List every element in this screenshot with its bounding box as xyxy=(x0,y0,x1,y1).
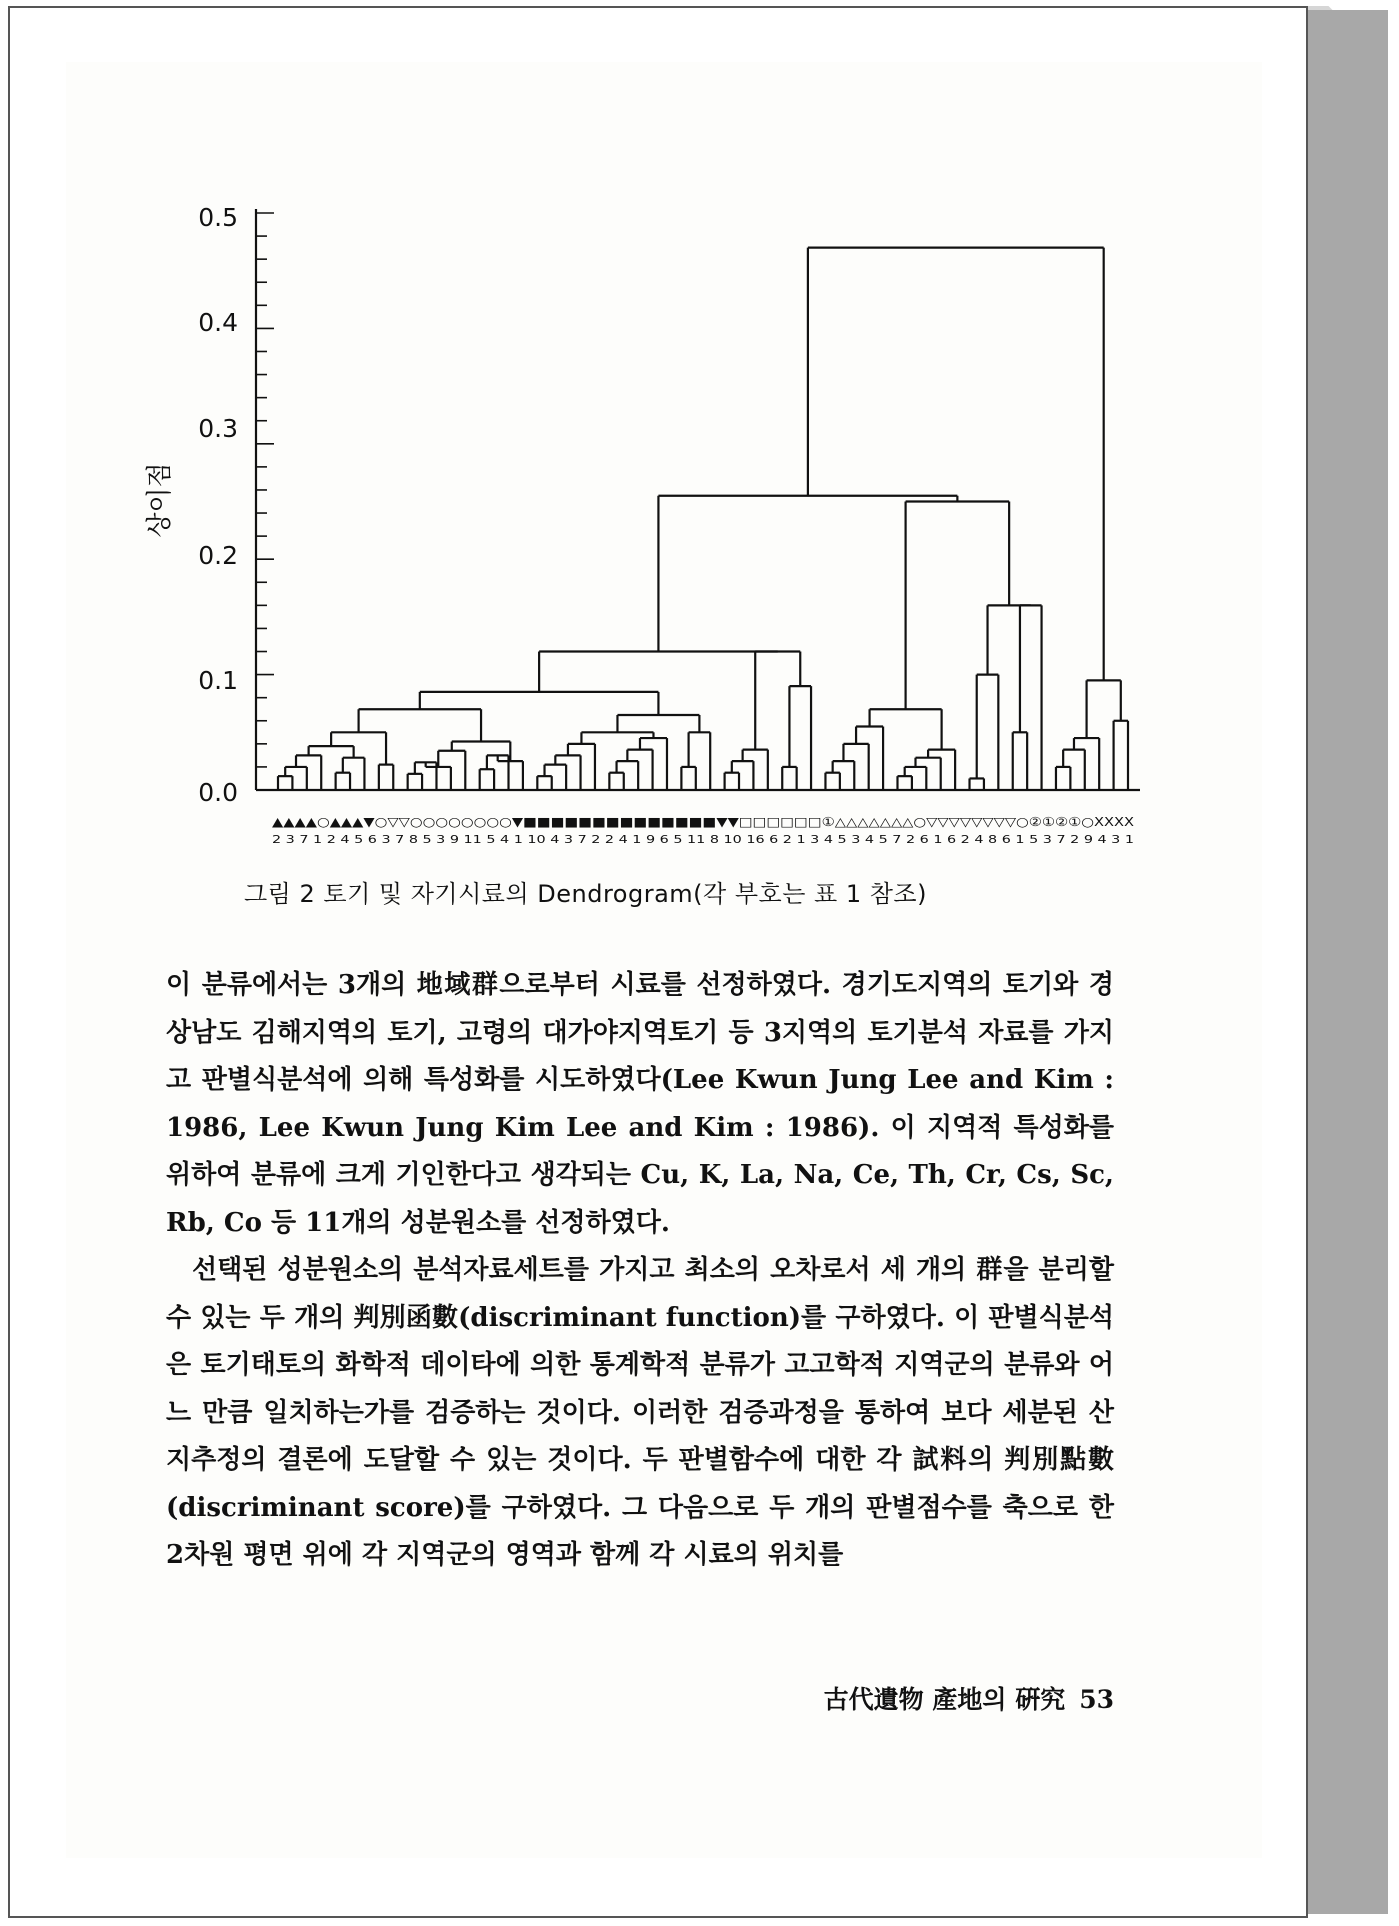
y-tick-labels xyxy=(198,203,238,807)
page-footer xyxy=(760,1680,1114,1716)
y-tick-0.4: 0.4 xyxy=(198,308,238,337)
paragraph-1: 이 분류에서는 3개의 地域群으로부터 시료를 선정하였다. 경기도지역의 토기와 경상남도 김해지역의 토기, 고령의 대가야지역토기 등 3지역의 토기분석 자료를 가지고 판별식분석에 의해 특성화를 시도하였다(Lee Kwun Jung Lee and Kim : 1986, Lee Kwun Jung Kim Lee and Kim : 1986). 이 지역적 특성화를 위하여 분류에 크게 기인한다고 생각되는 Cu, K, La, Na, Ce, Th, Cr, Cs, Sc, Rb, Co 등 11개의 성분원소를 선정하였다. xyxy=(166,970,1114,1238)
page-number: 53 xyxy=(1079,1685,1114,1714)
y-tick-0.2: 0.2 xyxy=(198,541,238,570)
leaf-numbers: 2 3 7 1 2 4 5 6 3 7 8 5 3 9 11 5 4 1 10 4 3 7 2 2 4 1 9 6 5 11 8 10 16 6 2 1 3 4 5 3 4 5 7 2 6 1 6 2 4 8 6 1 5 3 7 2 9 4 3 1 xyxy=(272,834,1134,846)
running-title: 古代遺物 產地의 硏究 xyxy=(823,1685,1066,1714)
paragraph-2: 선택된 성분원소의 분석자료세트를 가지고 최소의 오차로서 세 개의 群을 분리할 수 있는 두 개의 判別函數(discriminant function)를 구하였다. 이 판별식분석은 토기태토의 화학적 데이타에 의한 통계학적 분류가 고고학적 지역군의 분류와 어느 만큼 일치하는가를 검증하는 것이다. 이러한 검증과정을 통하여 보다 세분된 산지추정의 결론에 도달할 수 있는 것이다. 두 판별함수에 대한 각 試料의 判別點數(discriminant score)를 구하였다. 그 다음으로 두 개의 판별점수를 축으로 한 2차원 평면 위에 각 지역군의 영역과 함께 각 시료의 위치를 xyxy=(166,1255,1114,1570)
y-tick-0.0: 0.0 xyxy=(198,778,238,807)
dendrogram-svg xyxy=(0,0,1399,880)
leaf-symbols: ▲▲▲▲○▲▲▲▼○▽▽○○○○○○○○▼■■■■■■■■■■■■■■▼▼□□□□□□①△△△△△△△○▽▽▽▽▽▽▽▽○②①②①○XXXX xyxy=(272,814,1135,829)
y-axis xyxy=(256,209,1140,790)
figure-caption: 그림 2 토기 및 자기시료의 Dendrogram(각 부호는 표 1 참조) xyxy=(244,880,927,908)
dendrogram-links xyxy=(278,248,1128,790)
y-tick-0.1: 0.1 xyxy=(198,666,238,695)
y-axis-label: 상이점 xyxy=(145,462,175,538)
y-tick-0.5: 0.5 xyxy=(198,203,238,232)
body-text xyxy=(166,962,1114,1580)
dendrogram-figure xyxy=(0,0,1399,880)
y-tick-0.3: 0.3 xyxy=(198,414,238,443)
